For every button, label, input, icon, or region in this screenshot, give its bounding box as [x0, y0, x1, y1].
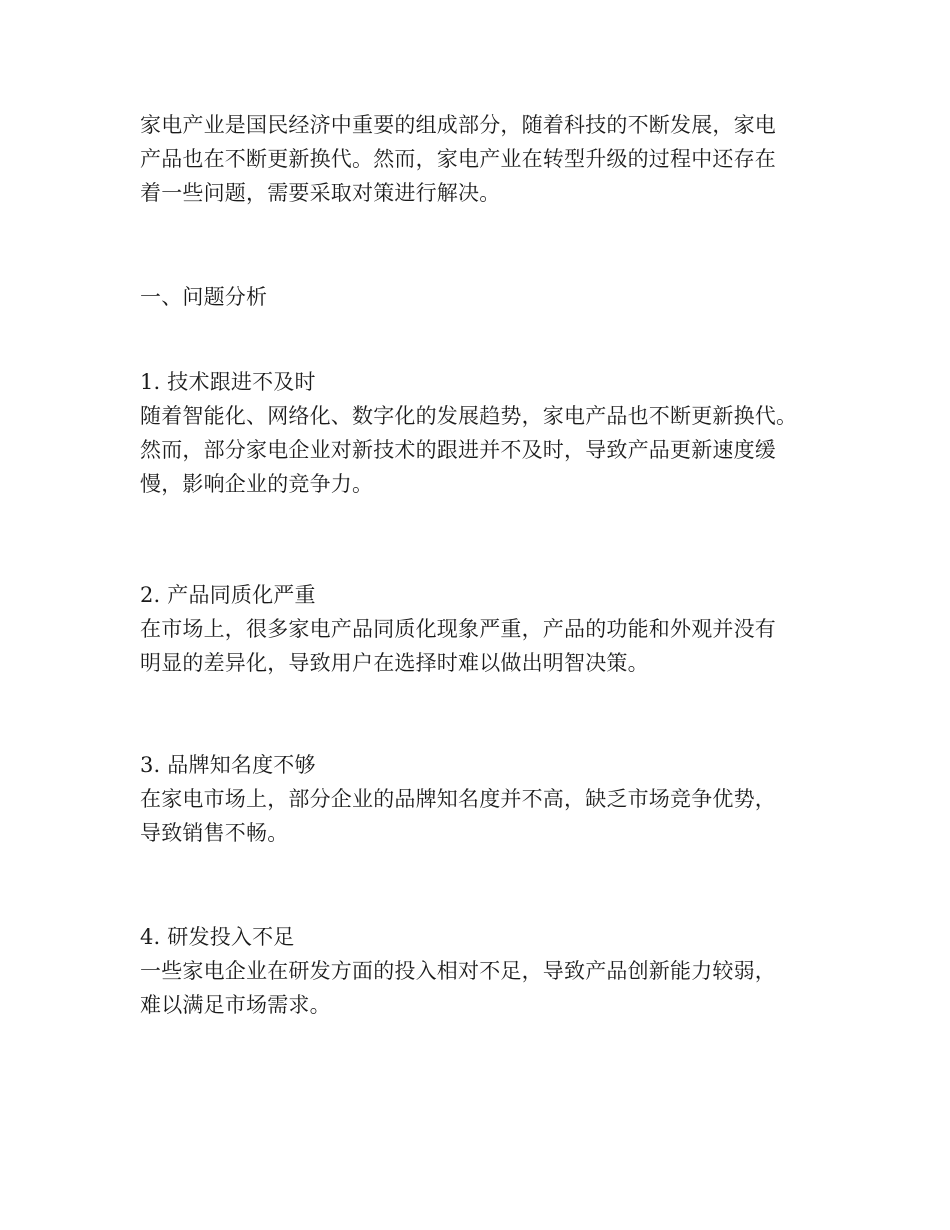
item-line: 在市场上，很多家电产品同质化现象严重，产品的功能和外观并没有: [140, 617, 776, 641]
item-title: 4. 研发投入不足: [140, 925, 295, 949]
item-brand-awareness: [140, 748, 830, 850]
item-title: 3. 品牌知名度不够: [140, 753, 316, 777]
item-line: 难以满足市场需求。: [140, 993, 331, 1017]
item-line: 在家电市场上，部分企业的品牌知名度并不高，缺乏市场竞争优势，: [140, 787, 776, 811]
item-line: 慢，影响企业的竞争力。: [140, 472, 374, 496]
intro-line: 着一些问题，需要采取对策进行解决。: [140, 181, 501, 205]
item-line: 导致销售不畅。: [140, 821, 289, 845]
item-line: 然而，部分家电企业对新技术的跟进并不及时，导致产品更新速度缓: [140, 438, 776, 462]
item-title: 2. 产品同质化严重: [140, 583, 316, 607]
item-rd-investment: [140, 920, 830, 1022]
item-line: 明显的差异化，导致用户在选择时难以做出明智决策。: [140, 651, 649, 675]
intro-line: 产品也在不断更新换代。然而，家电产业在转型升级的过程中还存在: [140, 147, 776, 171]
intro-line: 家电产业是国民经济中重要的组成部分，随着科技的不断发展，家电: [140, 113, 776, 137]
item-line: 随着智能化、网络化、数字化的发展趋势，家电产品也不断更新换代。: [140, 404, 798, 428]
section-heading: [140, 280, 830, 314]
section-heading-text: 一、问题分析: [140, 285, 268, 309]
intro-paragraph: [140, 108, 830, 210]
item-homogenization: [140, 578, 830, 680]
item-title: 1. 技术跟进不及时: [140, 370, 316, 394]
item-line: 一些家电企业在研发方面的投入相对不足，导致产品创新能力较弱，: [140, 959, 776, 983]
item-technology-lag: [140, 365, 830, 501]
